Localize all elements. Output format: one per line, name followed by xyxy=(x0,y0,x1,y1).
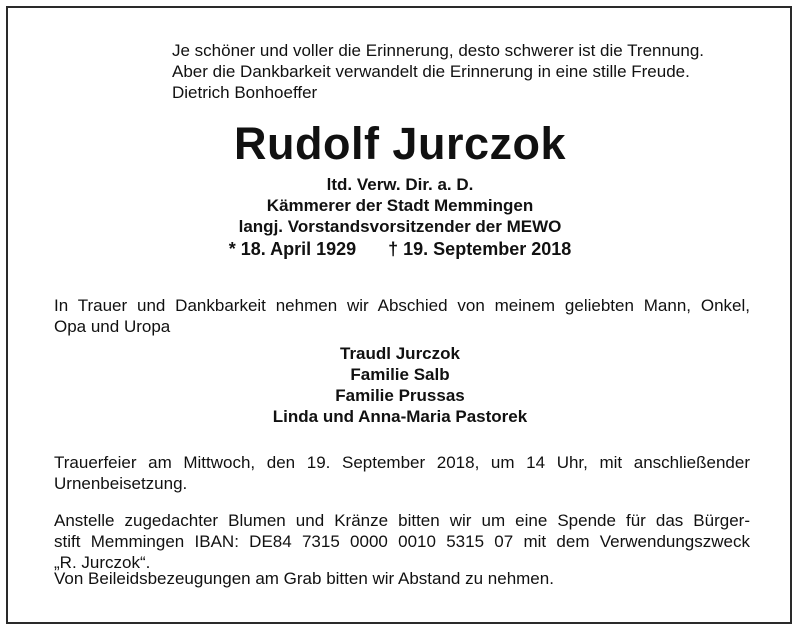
title-line-2: Kämmerer der Stadt Memmingen xyxy=(266,196,534,215)
quote-line-2: Aber die Dankbarkeit verwandelt die Erinnerung in eine stille Freude. xyxy=(172,62,690,81)
mourner-3: Familie Prussas xyxy=(335,386,465,405)
ceremony-line-1: Trauerfeier am Mittwoch, den 19. September 2018, um 14 Uhr, mit anschließender xyxy=(54,453,750,472)
condolence-text xyxy=(54,568,750,589)
donation-line-2: stift Memmingen IBAN: DE84 7315 0000 0010 5315 07 mit dem Verwendungszweck xyxy=(54,532,750,551)
life-dates xyxy=(0,238,800,260)
condolence-line: Von Beileidsbezeugungen am Grab bitten wir Abstand zu nehmen. xyxy=(54,569,554,588)
quote-line-1: Je schöner und voller die Erinnerung, desto schwerer ist die Trennung. xyxy=(172,41,705,60)
mourner-4: Linda und Anna-Maria Pastorek xyxy=(272,407,528,426)
farewell-line-1: In Trauer und Dankbarkeit nehmen wir Abschied von meinem geliebten Mann, Onkel, xyxy=(54,296,750,315)
donation-line-1: Anstelle zugedachter Blumen und Kränze bitten wir um eine Spende für das Bürger- xyxy=(54,511,750,530)
birth-date: * 18. April 1929 xyxy=(228,239,357,259)
ceremony-line-2: Urnenbeisetzung. xyxy=(54,474,188,493)
deceased-name: Rudolf Jurczok xyxy=(233,118,567,169)
quote-block xyxy=(172,40,704,103)
title-line-1: ltd. Verw. Dir. a. D. xyxy=(326,175,474,194)
mourners-list xyxy=(0,343,800,427)
mourner-2: Familie Salb xyxy=(350,365,450,384)
mourner-1: Traudl Jurczok xyxy=(340,344,460,363)
donation-line-3: „R. Jurczok“. xyxy=(54,553,151,572)
title-line-3: langj. Vorstandsvorsitzender der MEWO xyxy=(238,217,562,236)
deceased-titles xyxy=(0,174,800,237)
ceremony-text xyxy=(54,452,750,494)
farewell-text xyxy=(54,295,750,337)
farewell-line-2: Opa und Uropa xyxy=(54,317,171,336)
death-date: † 19. September 2018 xyxy=(388,239,572,259)
quote-author: Dietrich Bonhoeffer xyxy=(172,83,318,102)
donation-text xyxy=(54,510,750,573)
